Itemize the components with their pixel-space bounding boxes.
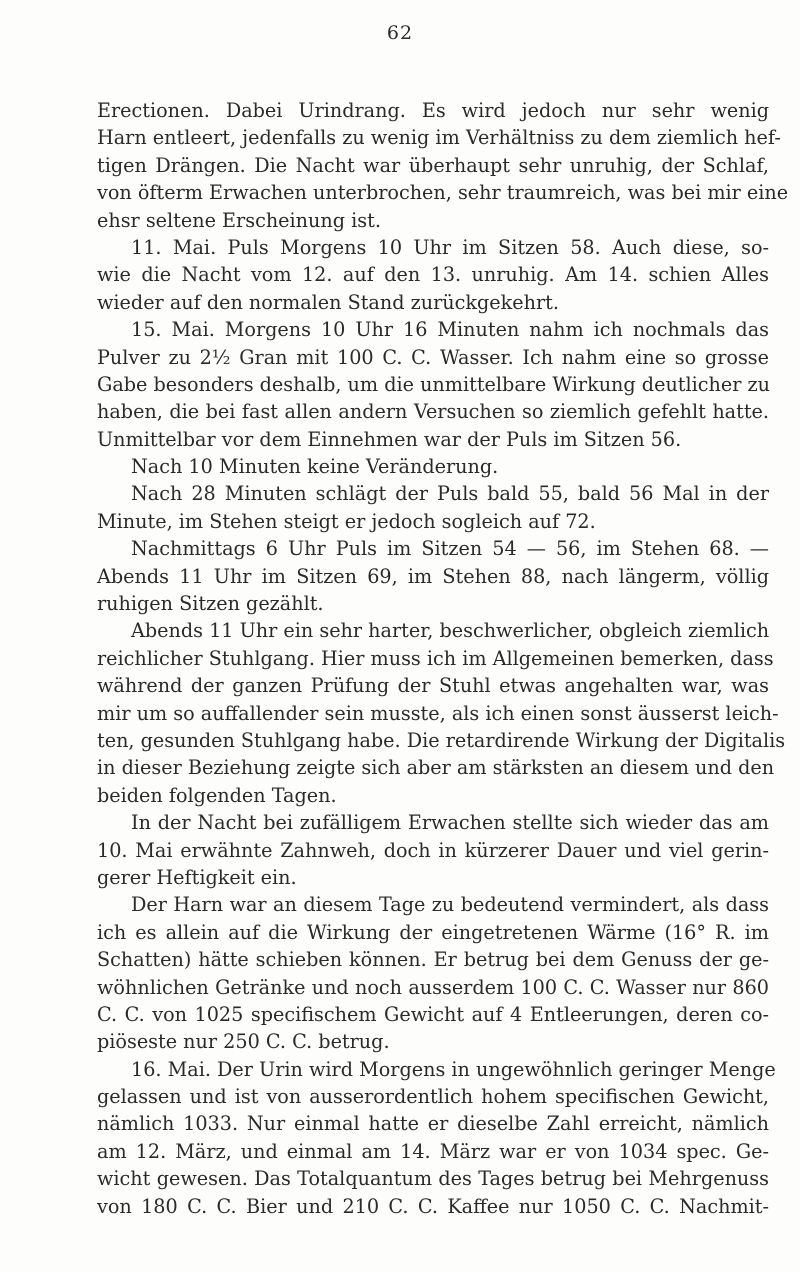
text-line: Nach 10 Minuten keine Veränderung. [131,455,499,479]
text-line: am 12. März, und einmal am 14. März war er von 1034 spec. Ge- [97,1139,769,1163]
text-line: ich es allein auf die Wirkung der eingetretenen Wärme (16° R. im [97,920,769,944]
text-line: Schatten) hätte schieben können. Er betrug bei dem Genuss der ge- [97,948,769,972]
text-line: Unmittelbar vor dem Einnehmen war der Puls im Sitzen 56. [97,427,682,451]
text-line: beiden folgenden Tagen. [97,783,337,807]
text-line: Pulver zu 2½ Gran mit 100 C. C. Wasser. Ich nahm eine so grosse [97,345,769,369]
text-line: wieder auf den normalen Stand zurückgekehrt. [97,290,559,314]
page-number: 62 [386,22,414,44]
text-line: 16. Mai. Der Urin wird Morgens in ungewöhnlich geringer Menge [131,1057,776,1081]
text-line: Nachmittags 6 Uhr Puls im Sitzen 54 — 56, im Stehen 68. — [131,537,769,561]
text-line: 10. Mai erwähnte Zahnweh, doch in kürzerer Dauer und viel gerin- [97,838,769,862]
text-line: gelassen und ist von ausserordentlich hohem specifischen Gewicht, [97,1085,769,1109]
text-line: wie die Nacht vom 12. auf den 13. unruhig. Am 14. schien Alles [97,263,769,287]
text-line: von öfterm Erwachen unterbrochen, sehr traumreich, was bei mir eine [97,181,789,205]
text-line: wöhnlichen Getränke und noch ausserdem 100 C. C. Wasser nur 860 [97,975,769,999]
text-line: Harn entleert, jedenfalls zu wenig im Verhältniss zu dem ziemlich hef- [97,126,781,150]
text-line: Der Harn war an diesem Tage zu bedeutend vermindert, als dass [131,893,769,917]
text-line: von 180 C. C. Bier und 210 C. C. Kaffee nur 1050 C. C. Nachmit- [97,1194,769,1218]
text-line: Nach 28 Minuten schlägt der Puls bald 55, bald 56 Mal in der [131,482,769,506]
text-line: in dieser Beziehung zeigte sich aber am stärksten an diesem und den [97,756,775,780]
text-line: Gabe besonders deshalb, um die unmittelbare Wirkung deutlicher zu [97,372,770,396]
text-line: piöseste nur 250 C. C. betrug. [97,1030,390,1054]
text-line: wicht gewesen. Das Totalquantum des Tages betrug bei Mehrgenuss [97,1167,769,1191]
text-line: Minute, im Stehen steigt er jedoch sogleich auf 72. [97,509,596,533]
text-line: reichlicher Stuhlgang. Hier muss ich im Allgemeinen bemerken, dass [97,646,774,670]
text-line: 11. Mai. Puls Morgens 10 Uhr im Sitzen 58. Auch diese, so- [131,235,769,259]
text-line: tigen Drängen. Die Nacht war überhaupt sehr unruhig, der Schlaf, [97,153,769,177]
text-line: ten, gesunden Stuhlgang habe. Die retardirende Wirkung der Digitalis [97,728,786,752]
text-line: Abends 11 Uhr im Sitzen 69, im Stehen 88, nach längerm, völlig [97,564,769,588]
text-line: C. C. von 1025 specifischem Gewicht auf 4 Entleerungen, deren co- [97,1002,769,1026]
body-text [97,97,789,1220]
text-line: ruhigen Sitzen gezählt. [97,592,324,616]
text-line: In der Nacht bei zufälligem Erwachen stellte sich wieder das am [131,811,769,835]
text-line: während der ganzen Prüfung der Stuhl etwas angehalten war, was [97,674,769,698]
text-line: nämlich 1033. Nur einmal hatte er dieselbe Zahl erreicht, nämlich [97,1112,769,1136]
text-line: mir um so auffallender sein musste, als ich einen sonst äusserst leich- [97,701,779,725]
text-line: haben, die bei fast allen andern Versuchen so ziemlich gefehlt hatte. [97,400,769,424]
text-line: Erectionen. Dabei Urindrang. Es wird jedoch nur sehr wenig [97,99,769,122]
text-line: gerer Heftigkeit ein. [97,865,297,889]
text-line: 15. Mai. Morgens 10 Uhr 16 Minuten nahm ich nochmals das [131,318,769,342]
text-line: Abends 11 Uhr ein sehr harter, beschwerlicher, obgleich ziemlich [131,619,770,643]
text-line: ehsr seltene Erscheinung ist. [97,208,381,232]
